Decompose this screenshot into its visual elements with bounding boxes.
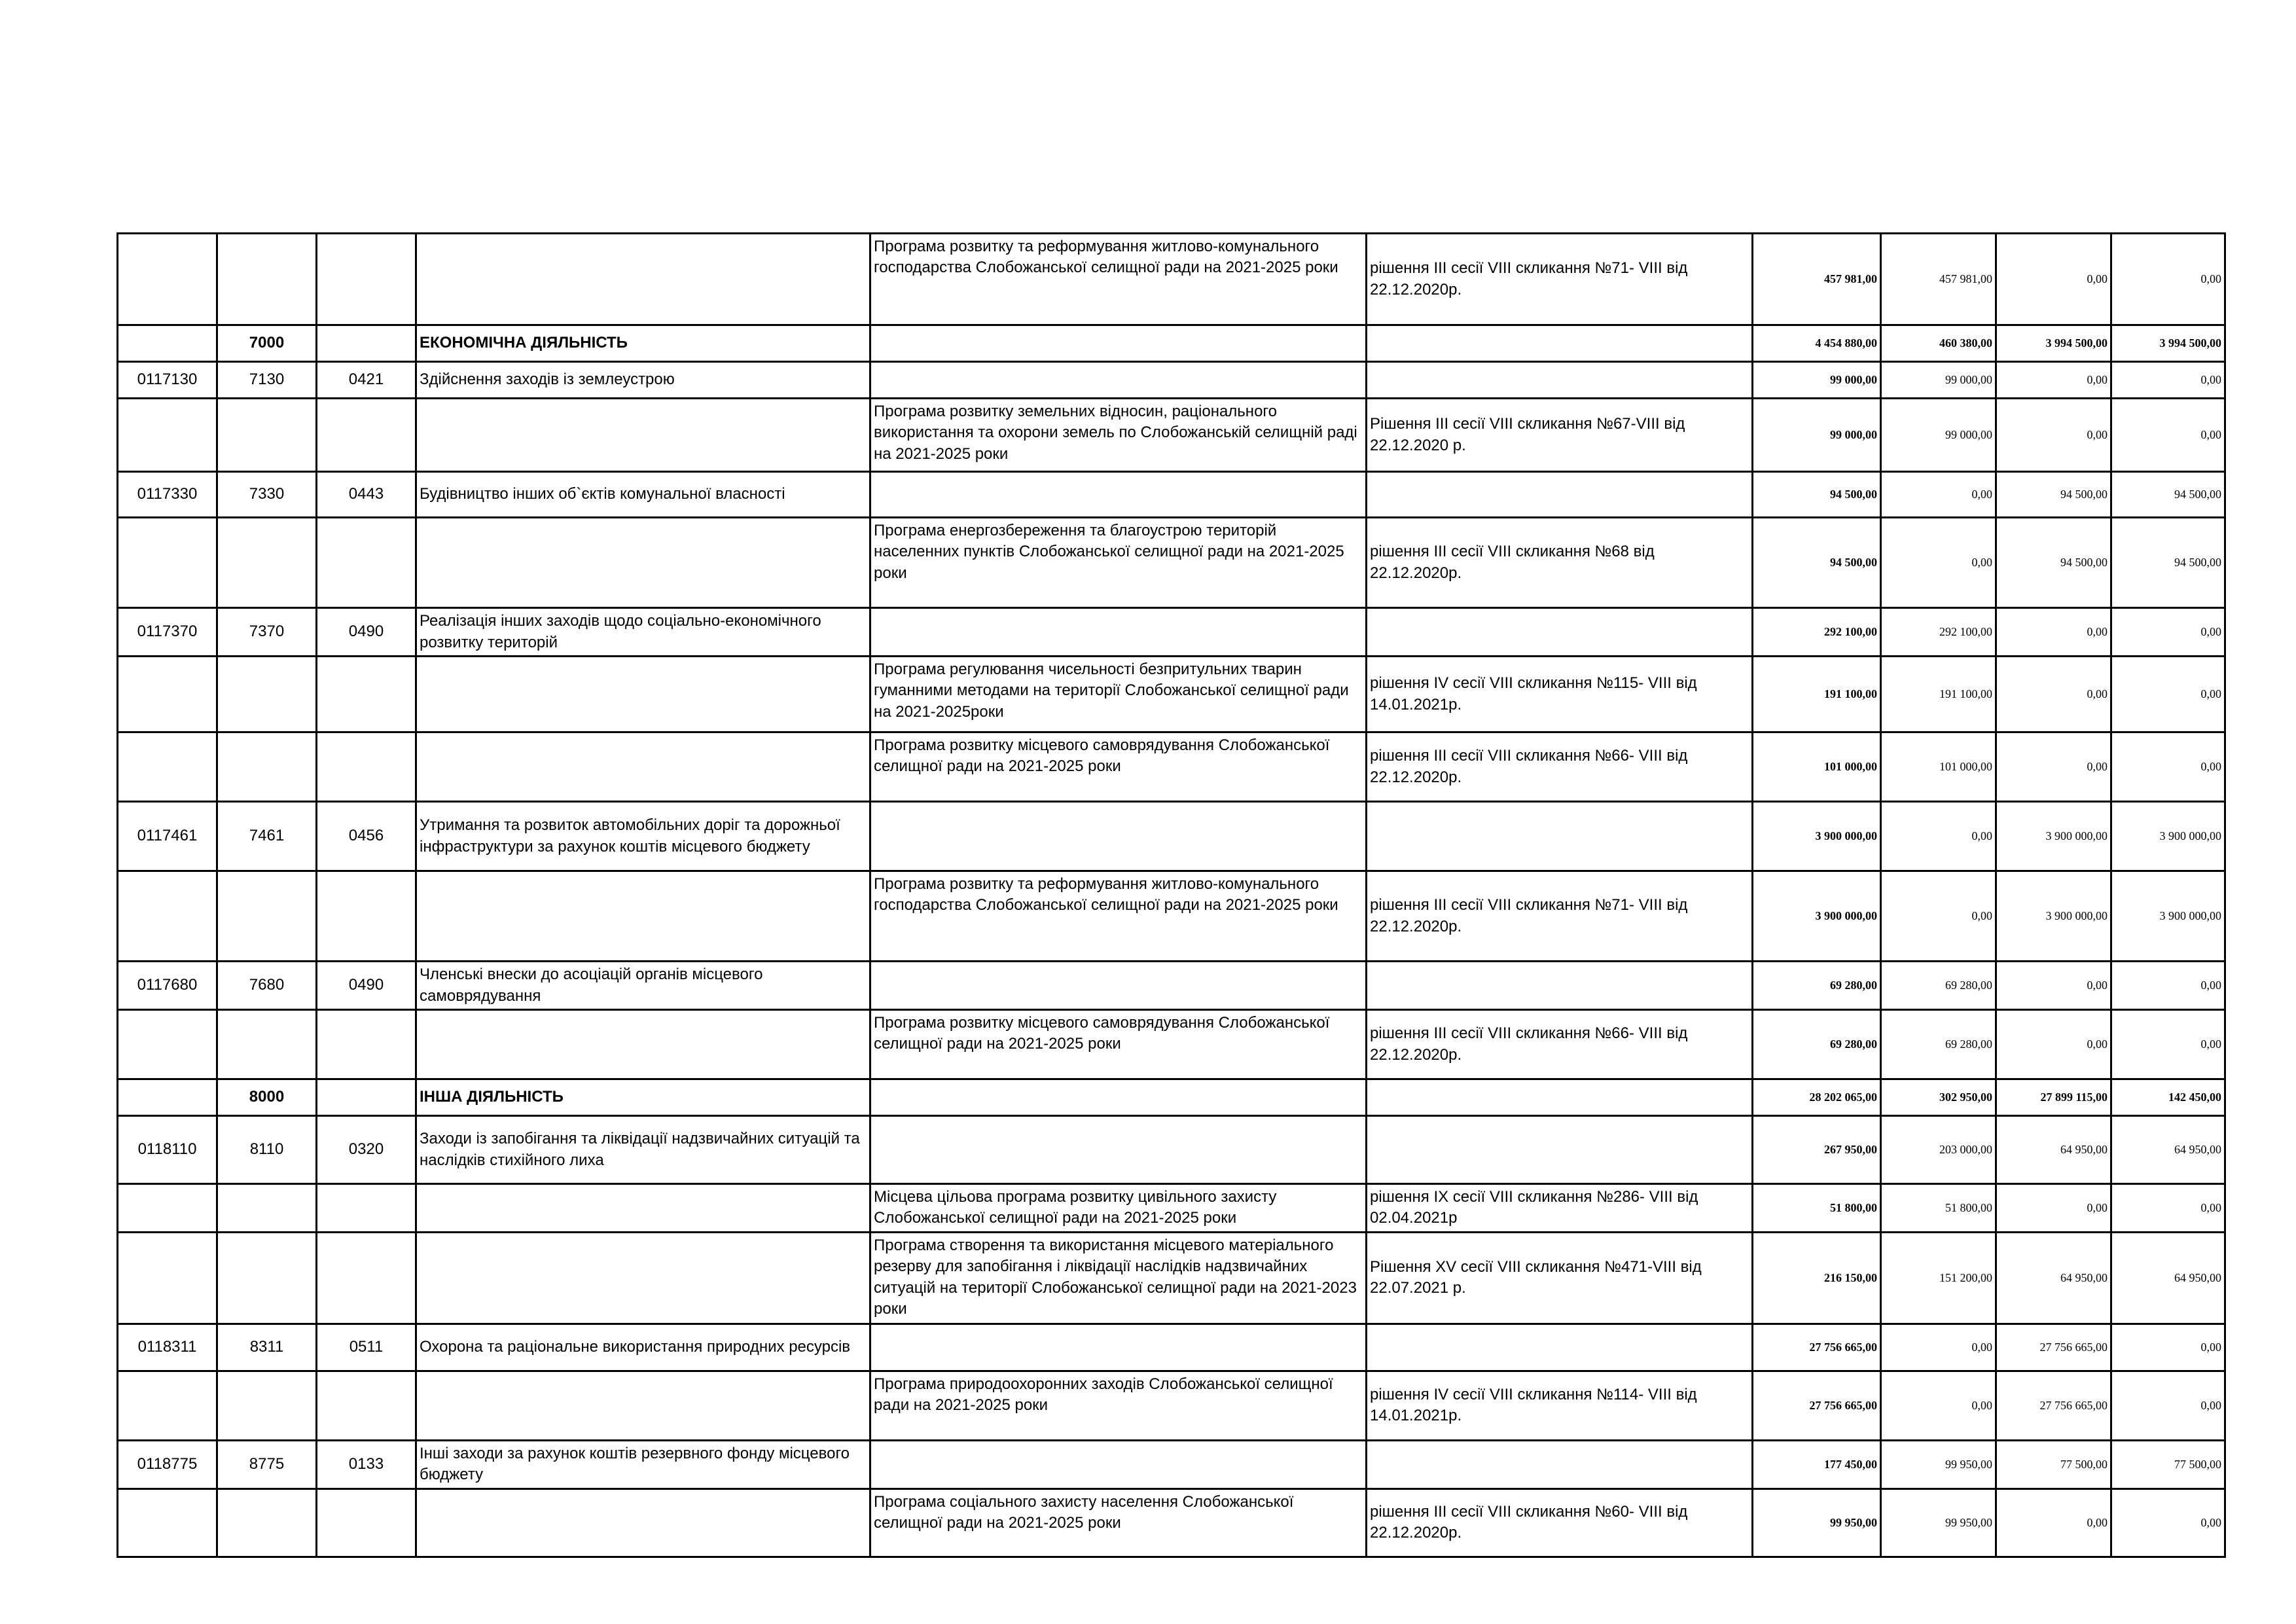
program-code-cell: 0117330 bbox=[118, 472, 217, 518]
council-decision-cell: рішення ІІІ сесії VIII скликання №71- VIII від 22.12.2020р. bbox=[1367, 871, 1753, 962]
program-row bbox=[118, 399, 2225, 472]
program-code-cell: 0117130 bbox=[118, 362, 217, 399]
function-code-cell: 7370 bbox=[217, 608, 317, 657]
program-name-cell bbox=[870, 802, 1367, 871]
general-fund-cell: 0,00 bbox=[1881, 1371, 1996, 1440]
classification-code-cell bbox=[317, 234, 416, 325]
total-amount-cell: 99 000,00 bbox=[1753, 362, 1881, 399]
total-amount-cell: 28 202 065,00 bbox=[1753, 1079, 1881, 1116]
program-code-cell bbox=[118, 1079, 217, 1116]
development-budget-cell: 64 950,00 bbox=[2111, 1232, 2225, 1324]
total-amount-cell: 191 100,00 bbox=[1753, 657, 1881, 732]
expenditure-name-cell: Членські внески до асоціацій органів місцевого самоврядування bbox=[416, 962, 870, 1010]
general-fund-cell: 460 380,00 bbox=[1881, 325, 1996, 362]
program-name-cell bbox=[870, 1324, 1367, 1371]
council-decision-cell bbox=[1367, 962, 1753, 1010]
total-amount-cell: 4 454 880,00 bbox=[1753, 325, 1881, 362]
expenditure-name-cell: Інші заходи за рахунок коштів резервного фонду місцевого бюджету bbox=[416, 1440, 870, 1489]
classification-code-cell bbox=[317, 325, 416, 362]
council-decision-cell bbox=[1367, 1079, 1753, 1116]
classification-code-cell bbox=[317, 399, 416, 472]
general-fund-cell: 99 000,00 bbox=[1881, 362, 1996, 399]
classification-code-cell bbox=[317, 732, 416, 802]
program-code-cell bbox=[118, 732, 217, 802]
program-name-cell: Програма регулювання чисельності безпритульних тварин гуманними методами на території Слобожанської селищної ради на 2021-2025роки bbox=[870, 657, 1367, 732]
program-name-cell: Програма розвитку місцевого самоврядування Слобожанської селищної ради на 2021-2025 роки bbox=[870, 1010, 1367, 1079]
program-name-cell bbox=[870, 1116, 1367, 1184]
classification-code-cell bbox=[317, 1371, 416, 1440]
special-fund-cell: 27 756 665,00 bbox=[1996, 1371, 2111, 1440]
total-amount-cell: 292 100,00 bbox=[1753, 608, 1881, 657]
general-fund-cell: 191 100,00 bbox=[1881, 657, 1996, 732]
program-name-cell bbox=[870, 962, 1367, 1010]
general-fund-cell: 0,00 bbox=[1881, 518, 1996, 608]
program-name-cell bbox=[870, 1440, 1367, 1489]
program-name-cell bbox=[870, 362, 1367, 399]
function-code-cell: 7330 bbox=[217, 472, 317, 518]
development-budget-cell: 0,00 bbox=[2111, 1489, 2225, 1557]
classification-code-cell: 0320 bbox=[317, 1116, 416, 1184]
development-budget-cell: 0,00 bbox=[2111, 1324, 2225, 1371]
program-name-cell bbox=[870, 1079, 1367, 1116]
general-fund-cell: 203 000,00 bbox=[1881, 1116, 1996, 1184]
classification-code-cell bbox=[317, 1489, 416, 1557]
program-row bbox=[118, 1010, 2225, 1079]
program-code-cell: 0117680 bbox=[118, 962, 217, 1010]
council-decision-cell bbox=[1367, 472, 1753, 518]
development-budget-cell: 94 500,00 bbox=[2111, 472, 2225, 518]
general-fund-cell: 69 280,00 bbox=[1881, 1010, 1996, 1079]
total-amount-cell: 101 000,00 bbox=[1753, 732, 1881, 802]
expenditure-row bbox=[118, 962, 2225, 1010]
expenditure-name-cell bbox=[416, 1184, 870, 1233]
expenditure-name-cell bbox=[416, 657, 870, 732]
council-decision-cell: рішення ІІІ сесії VIII скликання №68 від 22.12.2020р. bbox=[1367, 518, 1753, 608]
council-decision-cell bbox=[1367, 1440, 1753, 1489]
expenditure-name-cell bbox=[416, 871, 870, 962]
expenditure-row bbox=[118, 1324, 2225, 1371]
special-fund-cell: 3 900 000,00 bbox=[1996, 802, 2111, 871]
program-row bbox=[118, 234, 2225, 325]
expenditure-row bbox=[118, 362, 2225, 399]
program-code-cell bbox=[118, 518, 217, 608]
total-amount-cell: 94 500,00 bbox=[1753, 518, 1881, 608]
total-amount-cell: 99 950,00 bbox=[1753, 1489, 1881, 1557]
council-decision-cell: Рішення ІІІ сесії VIII скликання №67-VIII від 22.12.2020 р. bbox=[1367, 399, 1753, 472]
development-budget-cell: 94 500,00 bbox=[2111, 518, 2225, 608]
council-decision-cell bbox=[1367, 608, 1753, 657]
program-code-cell: 0117461 bbox=[118, 802, 217, 871]
function-code-cell: 8110 bbox=[217, 1116, 317, 1184]
function-code-cell: 7130 bbox=[217, 362, 317, 399]
general-fund-cell: 151 200,00 bbox=[1881, 1232, 1996, 1324]
special-fund-cell: 27 899 115,00 bbox=[1996, 1079, 2111, 1116]
expenditure-name-cell bbox=[416, 1371, 870, 1440]
general-fund-cell: 99 950,00 bbox=[1881, 1489, 1996, 1557]
section-row bbox=[118, 1079, 2225, 1116]
expenditure-name-cell: Будівництво інших об`єктів комунальної власності bbox=[416, 472, 870, 518]
program-name-cell bbox=[870, 325, 1367, 362]
total-amount-cell: 27 756 665,00 bbox=[1753, 1371, 1881, 1440]
program-row bbox=[118, 1184, 2225, 1233]
council-decision-cell bbox=[1367, 802, 1753, 871]
general-fund-cell: 101 000,00 bbox=[1881, 732, 1996, 802]
special-fund-cell: 0,00 bbox=[1996, 1010, 2111, 1079]
function-code-cell: 7680 bbox=[217, 962, 317, 1010]
general-fund-cell: 99 000,00 bbox=[1881, 399, 1996, 472]
total-amount-cell: 3 900 000,00 bbox=[1753, 802, 1881, 871]
expenditure-name-cell: Охорона та раціональне використання природних ресурсів bbox=[416, 1324, 870, 1371]
classification-code-cell bbox=[317, 1184, 416, 1233]
section-row bbox=[118, 325, 2225, 362]
expenditure-name-cell bbox=[416, 1010, 870, 1079]
general-fund-cell: 0,00 bbox=[1881, 1324, 1996, 1371]
function-code-cell: 8311 bbox=[217, 1324, 317, 1371]
classification-code-cell bbox=[317, 1010, 416, 1079]
special-fund-cell: 0,00 bbox=[1996, 362, 2111, 399]
program-name-cell bbox=[870, 608, 1367, 657]
program-row bbox=[118, 1232, 2225, 1324]
expenditure-row bbox=[118, 1116, 2225, 1184]
program-code-cell bbox=[118, 1184, 217, 1233]
program-name-cell: Програма природоохоронних заходів Слобожанської селищної ради на 2021-2025 роки bbox=[870, 1371, 1367, 1440]
function-code-cell: 7461 bbox=[217, 802, 317, 871]
expenditure-name-cell bbox=[416, 1489, 870, 1557]
development-budget-cell: 3 994 500,00 bbox=[2111, 325, 2225, 362]
special-fund-cell: 3 900 000,00 bbox=[1996, 871, 2111, 962]
function-code-cell: 8000 bbox=[217, 1079, 317, 1116]
classification-code-cell: 0511 bbox=[317, 1324, 416, 1371]
expenditure-name-cell bbox=[416, 234, 870, 325]
expenditure-row bbox=[118, 608, 2225, 657]
expenditure-name-cell: ЕКОНОМІЧНА ДІЯЛЬНІСТЬ bbox=[416, 325, 870, 362]
function-code-cell bbox=[217, 1489, 317, 1557]
expenditure-row bbox=[118, 472, 2225, 518]
special-fund-cell: 0,00 bbox=[1996, 399, 2111, 472]
general-fund-cell: 292 100,00 bbox=[1881, 608, 1996, 657]
total-amount-cell: 177 450,00 bbox=[1753, 1440, 1881, 1489]
development-budget-cell: 0,00 bbox=[2111, 608, 2225, 657]
budget-programs-table bbox=[117, 232, 2226, 1558]
program-name-cell bbox=[870, 472, 1367, 518]
development-budget-cell: 0,00 bbox=[2111, 1184, 2225, 1233]
expenditure-name-cell bbox=[416, 399, 870, 472]
special-fund-cell: 0,00 bbox=[1996, 732, 2111, 802]
function-code-cell bbox=[217, 234, 317, 325]
classification-code-cell: 0133 bbox=[317, 1440, 416, 1489]
program-row bbox=[118, 1371, 2225, 1440]
program-code-cell bbox=[118, 1232, 217, 1324]
total-amount-cell: 267 950,00 bbox=[1753, 1116, 1881, 1184]
function-code-cell bbox=[217, 1232, 317, 1324]
expenditure-name-cell: Утримання та розвиток автомобільних доріг та дорожньої інфраструктури за рахунок коштів місцевого бюджету bbox=[416, 802, 870, 871]
program-code-cell bbox=[118, 871, 217, 962]
development-budget-cell: 0,00 bbox=[2111, 1010, 2225, 1079]
program-row bbox=[118, 518, 2225, 608]
council-decision-cell bbox=[1367, 325, 1753, 362]
function-code-cell bbox=[217, 871, 317, 962]
function-code-cell bbox=[217, 657, 317, 732]
program-name-cell: Програма розвитку земельних відносин, раціонального використання та охорони земель по Слобожанській селищній раді на 2021-2025 роки bbox=[870, 399, 1367, 472]
general-fund-cell: 302 950,00 bbox=[1881, 1079, 1996, 1116]
council-decision-cell: рішення ІV сесії VIII скликання №115- VIII від 14.01.2021р. bbox=[1367, 657, 1753, 732]
council-decision-cell: рішення ІV сесії VIII скликання №114- VIII від 14.01.2021р. bbox=[1367, 1371, 1753, 1440]
development-budget-cell: 0,00 bbox=[2111, 234, 2225, 325]
program-name-cell: Програма створення та використання місцевого матеріального резерву для запобігання і ліквідації наслідків надзвичайних ситуацій на території Слобожанської селищної ради на 2021-2023 роки bbox=[870, 1232, 1367, 1324]
function-code-cell bbox=[217, 399, 317, 472]
special-fund-cell: 0,00 bbox=[1996, 1489, 2111, 1557]
total-amount-cell: 94 500,00 bbox=[1753, 472, 1881, 518]
program-name-cell: Програма розвитку та реформування житлово-комунального господарства Слобожанської селищної ради на 2021-2025 роки bbox=[870, 871, 1367, 962]
expenditure-name-cell: Заходи із запобігання та ліквідації надзвичайних ситуацій та наслідків стихійного лиха bbox=[416, 1116, 870, 1184]
total-amount-cell: 27 756 665,00 bbox=[1753, 1324, 1881, 1371]
program-row bbox=[118, 1489, 2225, 1557]
classification-code-cell: 0421 bbox=[317, 362, 416, 399]
development-budget-cell: 3 900 000,00 bbox=[2111, 871, 2225, 962]
program-row bbox=[118, 657, 2225, 732]
function-code-cell bbox=[217, 732, 317, 802]
function-code-cell bbox=[217, 1010, 317, 1079]
special-fund-cell: 27 756 665,00 bbox=[1996, 1324, 2111, 1371]
classification-code-cell bbox=[317, 657, 416, 732]
expenditure-name-cell: Реалізація інших заходів щодо соціально-економічного розвитку територій bbox=[416, 608, 870, 657]
council-decision-cell bbox=[1367, 1116, 1753, 1184]
special-fund-cell: 0,00 bbox=[1996, 608, 2111, 657]
program-row bbox=[118, 732, 2225, 802]
council-decision-cell bbox=[1367, 362, 1753, 399]
expenditure-name-cell bbox=[416, 1232, 870, 1324]
classification-code-cell: 0456 bbox=[317, 802, 416, 871]
program-name-cell: Місцева цільова програма розвитку цивільного захисту Слобожанської селищної ради на 2021-2025 роки bbox=[870, 1184, 1367, 1233]
program-row bbox=[118, 871, 2225, 962]
program-name-cell: Програма розвитку місцевого самоврядування Слобожанської селищної ради на 2021-2025 роки bbox=[870, 732, 1367, 802]
expenditure-name-cell bbox=[416, 518, 870, 608]
classification-code-cell: 0490 bbox=[317, 608, 416, 657]
total-amount-cell: 457 981,00 bbox=[1753, 234, 1881, 325]
development-budget-cell: 0,00 bbox=[2111, 962, 2225, 1010]
total-amount-cell: 3 900 000,00 bbox=[1753, 871, 1881, 962]
special-fund-cell: 0,00 bbox=[1996, 657, 2111, 732]
development-budget-cell: 77 500,00 bbox=[2111, 1440, 2225, 1489]
total-amount-cell: 69 280,00 bbox=[1753, 962, 1881, 1010]
program-code-cell: 0118775 bbox=[118, 1440, 217, 1489]
program-code-cell bbox=[118, 325, 217, 362]
program-code-cell bbox=[118, 1489, 217, 1557]
development-budget-cell: 64 950,00 bbox=[2111, 1116, 2225, 1184]
expenditure-name-cell: ІНША ДІЯЛЬНІСТЬ bbox=[416, 1079, 870, 1116]
development-budget-cell: 142 450,00 bbox=[2111, 1079, 2225, 1116]
expenditure-name-cell bbox=[416, 732, 870, 802]
special-fund-cell: 77 500,00 bbox=[1996, 1440, 2111, 1489]
council-decision-cell: рішення ІХ сесії VIII скликання №286- VIII від 02.04.2021р bbox=[1367, 1184, 1753, 1233]
development-budget-cell: 0,00 bbox=[2111, 732, 2225, 802]
program-name-cell: Програма соціального захисту населення Слобожанської селищної ради на 2021-2025 роки bbox=[870, 1489, 1367, 1557]
program-code-cell: 0118110 bbox=[118, 1116, 217, 1184]
special-fund-cell: 94 500,00 bbox=[1996, 518, 2111, 608]
expenditure-row bbox=[118, 802, 2225, 871]
general-fund-cell: 51 800,00 bbox=[1881, 1184, 1996, 1233]
council-decision-cell: рішення ІІІ сесії VIII скликання №66- VIII від 22.12.2020р. bbox=[1367, 732, 1753, 802]
program-code-cell bbox=[118, 657, 217, 732]
total-amount-cell: 51 800,00 bbox=[1753, 1184, 1881, 1233]
program-code-cell: 0117370 bbox=[118, 608, 217, 657]
development-budget-cell: 0,00 bbox=[2111, 1371, 2225, 1440]
council-decision-cell: рішення ІІІ сесії VIII скликання №60- VIII від 22.12.2020р. bbox=[1367, 1489, 1753, 1557]
program-name-cell: Програма розвитку та реформування житлово-комунального господарства Слобожанської селищної ради на 2021-2025 роки bbox=[870, 234, 1367, 325]
special-fund-cell: 0,00 bbox=[1996, 234, 2111, 325]
classification-code-cell bbox=[317, 1079, 416, 1116]
special-fund-cell: 64 950,00 bbox=[1996, 1232, 2111, 1324]
development-budget-cell: 0,00 bbox=[2111, 362, 2225, 399]
council-decision-cell bbox=[1367, 1324, 1753, 1371]
development-budget-cell: 0,00 bbox=[2111, 657, 2225, 732]
total-amount-cell: 216 150,00 bbox=[1753, 1232, 1881, 1324]
program-code-cell bbox=[118, 1010, 217, 1079]
classification-code-cell bbox=[317, 1232, 416, 1324]
special-fund-cell: 3 994 500,00 bbox=[1996, 325, 2111, 362]
special-fund-cell: 0,00 bbox=[1996, 1184, 2111, 1233]
development-budget-cell: 0,00 bbox=[2111, 399, 2225, 472]
classification-code-cell bbox=[317, 518, 416, 608]
council-decision-cell: рішення ІІІ сесії VIII скликання №71- VIII від 22.12.2020р. bbox=[1367, 234, 1753, 325]
council-decision-cell: рішення ІІІ сесії VIII скликання №66- VIII від 22.12.2020р. bbox=[1367, 1010, 1753, 1079]
function-code-cell: 7000 bbox=[217, 325, 317, 362]
special-fund-cell: 64 950,00 bbox=[1996, 1116, 2111, 1184]
program-code-cell bbox=[118, 234, 217, 325]
special-fund-cell: 0,00 bbox=[1996, 962, 2111, 1010]
program-code-cell: 0118311 bbox=[118, 1324, 217, 1371]
classification-code-cell: 0443 bbox=[317, 472, 416, 518]
total-amount-cell: 69 280,00 bbox=[1753, 1010, 1881, 1079]
expenditure-row bbox=[118, 1440, 2225, 1489]
classification-code-cell: 0490 bbox=[317, 962, 416, 1010]
function-code-cell: 8775 bbox=[217, 1440, 317, 1489]
total-amount-cell: 99 000,00 bbox=[1753, 399, 1881, 472]
function-code-cell bbox=[217, 1371, 317, 1440]
function-code-cell bbox=[217, 1184, 317, 1233]
general-fund-cell: 69 280,00 bbox=[1881, 962, 1996, 1010]
general-fund-cell: 0,00 bbox=[1881, 871, 1996, 962]
program-code-cell bbox=[118, 399, 217, 472]
general-fund-cell: 0,00 bbox=[1881, 802, 1996, 871]
general-fund-cell: 99 950,00 bbox=[1881, 1440, 1996, 1489]
program-name-cell: Програма енергозбереження та благоустрою територій населенних пунктів Слобожанської селищної ради на 2021-2025 роки bbox=[870, 518, 1367, 608]
development-budget-cell: 3 900 000,00 bbox=[2111, 802, 2225, 871]
expenditure-name-cell: Здійснення заходів із землеустрою bbox=[416, 362, 870, 399]
general-fund-cell: 457 981,00 bbox=[1881, 234, 1996, 325]
council-decision-cell: Рішення ХV сесії VIII скликання №471-VIII від 22.07.2021 р. bbox=[1367, 1232, 1753, 1324]
general-fund-cell: 0,00 bbox=[1881, 472, 1996, 518]
program-code-cell bbox=[118, 1371, 217, 1440]
special-fund-cell: 94 500,00 bbox=[1996, 472, 2111, 518]
classification-code-cell bbox=[317, 871, 416, 962]
function-code-cell bbox=[217, 518, 317, 608]
